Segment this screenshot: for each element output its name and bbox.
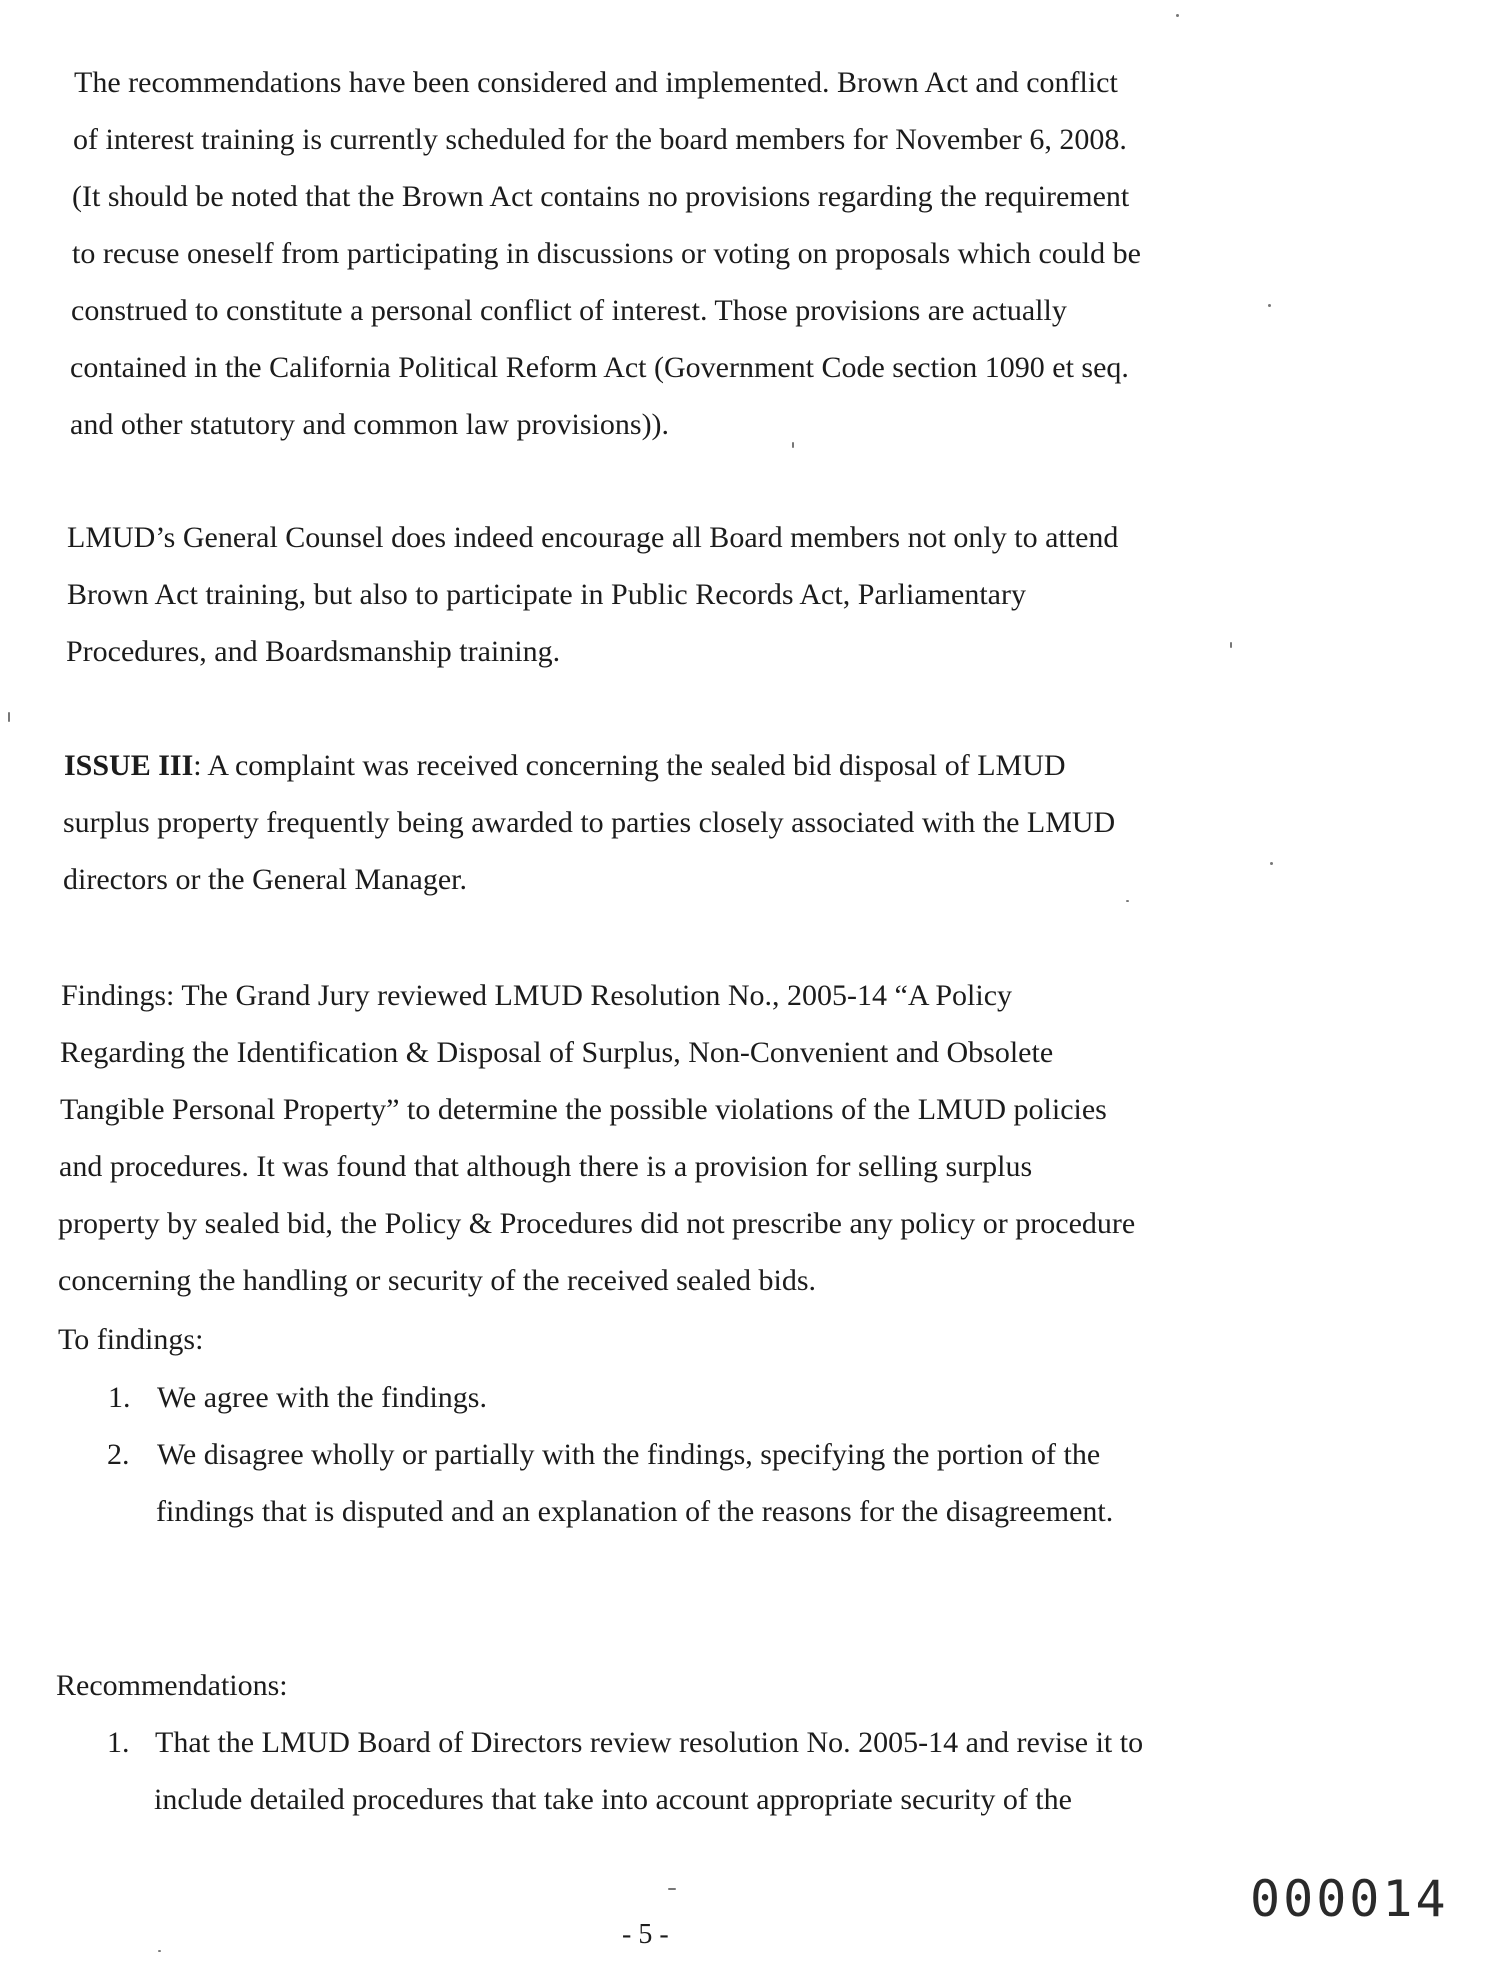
list-item-text: That the LMUD Board of Directors review resolution No. 2005-14 and revise it to	[155, 1726, 1144, 1759]
paragraph-line: to recuse oneself from participating in discussions or voting on proposals which could be	[72, 237, 1141, 270]
issue-text: : A complaint was received concerning the sealed bid disposal of LMUD	[193, 749, 1066, 782]
scan-speck	[158, 1950, 161, 1952]
page-number: - 5 -	[622, 1919, 669, 1950]
bates-stamp: 000014	[1250, 1870, 1449, 1928]
recommendations-heading: Recommendations:	[56, 1669, 288, 1702]
list-item-text: include detailed procedures that take into account appropriate security of the	[154, 1783, 1072, 1816]
scan-speck	[1230, 642, 1232, 648]
paragraph-line: directors or the General Manager.	[63, 863, 467, 896]
scan-speck	[1126, 900, 1129, 902]
scan-speck	[792, 442, 794, 448]
list-item-text: findings that is disputed and an explanation of the reasons for the disagreement.	[156, 1495, 1114, 1528]
paragraph-line: concerning the handling or security of the received sealed bids.	[58, 1264, 817, 1297]
scan-speck	[668, 1888, 676, 1890]
paragraph-line: of interest training is currently scheduled for the board members for November 6, 2008.	[73, 123, 1127, 156]
issue-label: ISSUE III	[64, 749, 194, 782]
list-number: 1.	[107, 1726, 130, 1759]
paragraph-line: Procedures, and Boardsmanship training.	[66, 635, 561, 668]
paragraph-line: Tangible Personal Property” to determine the possible violations of the LMUD policies	[60, 1093, 1107, 1126]
scan-speck	[8, 712, 10, 722]
paragraph-line: (It should be noted that the Brown Act contains no provisions regarding the requirement	[72, 180, 1130, 213]
paragraph-line: surplus property frequently being awarded to parties closely associated with the LMUD	[63, 806, 1116, 839]
paragraph-line: and other statutory and common law provisions)).	[70, 408, 670, 441]
paragraph-line: contained in the California Political Reform Act (Government Code section 1090 et seq.	[70, 351, 1129, 384]
list-number: 1.	[108, 1381, 131, 1414]
paragraph-line: Brown Act training, but also to participate in Public Records Act, Parliamentary	[67, 578, 1026, 611]
to-findings-heading: To findings:	[58, 1323, 204, 1356]
scan-speck	[1176, 14, 1179, 17]
paragraph-line: construed to constitute a personal conflict of interest. Those provisions are actually	[71, 294, 1067, 327]
issue-first-line	[64, 748, 1066, 784]
paragraph-line: LMUD’s General Counsel does indeed encourage all Board members not only to attend	[67, 521, 1119, 554]
paragraph-line: and procedures. It was found that although there is a provision for selling surplus	[59, 1150, 1033, 1183]
paragraph-line: The recommendations have been considered and implemented. Brown Act and conflict	[74, 66, 1118, 99]
paragraph-line: Regarding the Identification & Disposal of Surplus, Non-Convenient and Obsolete	[60, 1036, 1054, 1069]
list-number: 2.	[107, 1438, 130, 1471]
paragraph-line: property by sealed bid, the Policy & Procedures did not prescribe any policy or procedure	[58, 1207, 1136, 1240]
list-item-text: We disagree wholly or partially with the findings, specifying the portion of the	[157, 1438, 1101, 1471]
paragraph-line: Findings: The Grand Jury reviewed LMUD Resolution No., 2005-14 “A Policy	[61, 979, 1013, 1012]
list-item-text: We agree with the findings.	[157, 1381, 487, 1414]
scan-speck	[1270, 862, 1273, 865]
scan-speck	[1268, 304, 1271, 307]
